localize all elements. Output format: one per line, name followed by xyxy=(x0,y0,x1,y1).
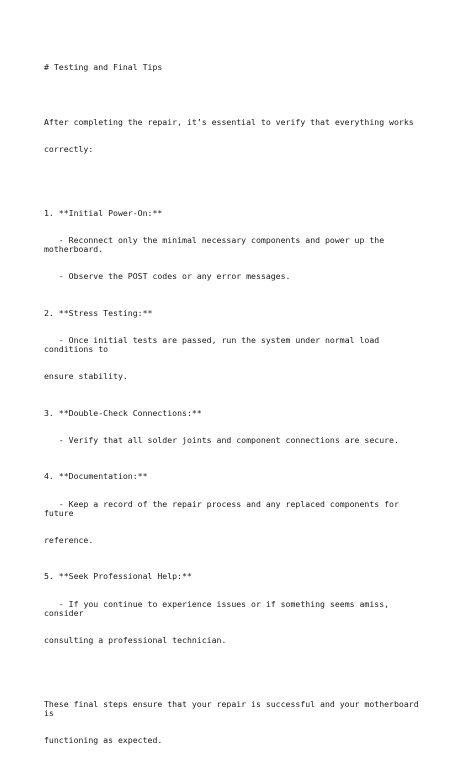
intro-paragraph-line: correctly: xyxy=(44,144,94,155)
list-item-line: - If you continue to experience issues or if something seems amiss, consider xyxy=(44,598,394,618)
spacer xyxy=(44,90,432,99)
document-body xyxy=(44,45,432,763)
list-item-line: - Keep a record of the repair process and any replaced components for future xyxy=(44,498,404,518)
spacer xyxy=(44,672,432,681)
list-item-title: 2. **Stress Testing:** xyxy=(44,307,153,318)
list-item-line: - Once initial tests are passed, run the system under normal load conditions to xyxy=(44,335,385,355)
closing-paragraph-line: functioning as expected. xyxy=(44,735,163,746)
list-item-line: - Reconnect only the minimal necessary components and power up the motherboard. xyxy=(44,234,390,255)
list-item-line: consulting a professional technician. xyxy=(44,635,227,646)
list-item-title: 5. **Seek Professional Help:** xyxy=(44,571,192,582)
document-heading: # Testing and Final Tips xyxy=(44,62,163,73)
list-item-line: reference. xyxy=(44,535,94,546)
list-item-title: 4. **Documentation:** xyxy=(44,471,148,482)
closing-paragraph-line: These final steps ensure that your repair is successful and your motherboard is xyxy=(44,698,424,718)
list-item-title: 1. **Initial Power-On:** xyxy=(44,207,163,218)
list-item-line: - Observe the POST codes or any error messages. xyxy=(44,271,291,282)
list-item-line: ensure stability. xyxy=(44,371,128,382)
intro-paragraph-line: After completing the repair, it’s essential to verify that everything works xyxy=(44,116,414,127)
spacer xyxy=(44,172,432,181)
list-item-line: - Verify that all solder joints and component connections are secure. xyxy=(44,435,399,446)
list-item-title: 3. **Double-Check Connections:** xyxy=(44,407,202,418)
